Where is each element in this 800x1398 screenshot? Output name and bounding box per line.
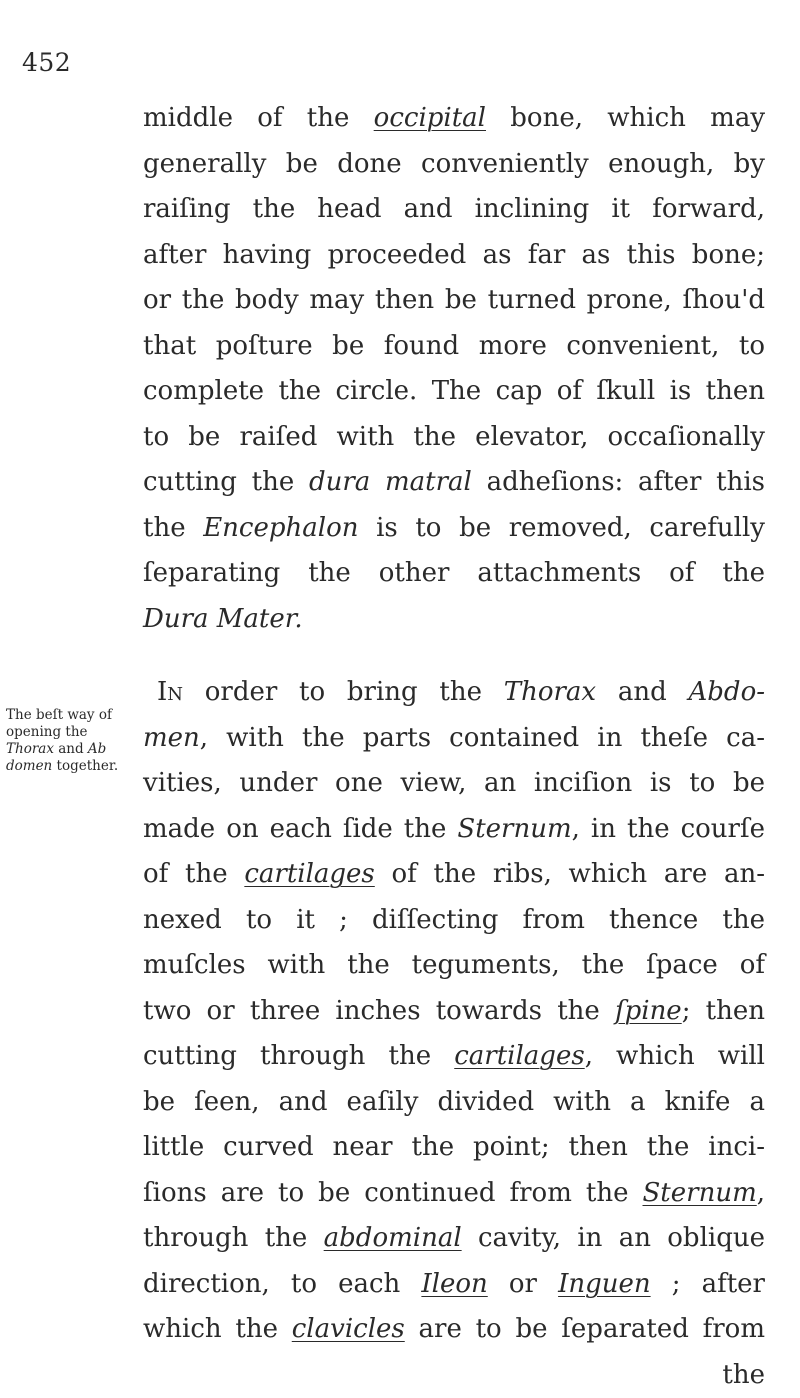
text-line: men, with the parts contained in theſe ca- [143, 716, 765, 762]
text-line: be ſeen, and eaſily divided with a knife a [143, 1080, 765, 1126]
text-line: or the body may then be turned prone, ſhou'd [143, 278, 765, 324]
text-line: little curved near the point; then the inci- [143, 1125, 765, 1171]
text-line: after having proceeded as far as this bone; [143, 233, 765, 279]
text-line: that poſture be found more convenient, to [143, 324, 765, 370]
text-line: In order to bring the Thorax and Abdo- [143, 670, 765, 716]
text-line: cutting the dura matral adheſions: after this [143, 460, 765, 506]
text-line: two or three inches towards the ſpine; then [143, 989, 765, 1035]
text-line: to be raiſed with the elevator, occaſionally [143, 415, 765, 461]
text-line: nexed to it ; diſſecting from thence the [143, 898, 765, 944]
body-text [143, 96, 765, 1398]
margin-note [6, 707, 138, 775]
page-number: 452 [22, 48, 71, 77]
paragraph [143, 670, 765, 1398]
margin-note-line: opening the [6, 724, 138, 741]
text-line: ſions are to be continued from the Sternum, [143, 1171, 765, 1217]
text-line: direction, to each Ileon or Inguen ; after [143, 1262, 765, 1308]
text-line: ſeparating the other attachments of the [143, 551, 765, 597]
text-line: vities, under one view, an inciſion is to be [143, 761, 765, 807]
text-line: made on each ſide the Sternum, in the courſe [143, 807, 765, 853]
margin-note-line: The beſt way of [6, 707, 138, 724]
paragraph [143, 96, 765, 642]
text-line: complete the circle. The cap of ſkull is then [143, 369, 765, 415]
text-line: through the abdominal cavity, in an oblique [143, 1216, 765, 1262]
text-line: muſcles with the teguments, the ſpace of [143, 943, 765, 989]
text-line: which the clavicles are to be ſeparated from [143, 1307, 765, 1353]
text-line: middle of the occipital bone, which may [143, 96, 765, 142]
margin-note-line: Thorax and Ab [6, 741, 138, 758]
text-line: cutting through the cartilages, which will [143, 1034, 765, 1080]
text-line: raiſing the head and inclining it forward, [143, 187, 765, 233]
text-line: of the cartilages of the ribs, which are an- [143, 852, 765, 898]
text-line: generally be done conveniently enough, by [143, 142, 765, 188]
text-line: Dura Mater. [143, 597, 765, 643]
margin-note-line: domen together. [6, 758, 138, 775]
text-line: the [143, 1353, 765, 1398]
text-line: the Encephalon is to be removed, carefully [143, 506, 765, 552]
